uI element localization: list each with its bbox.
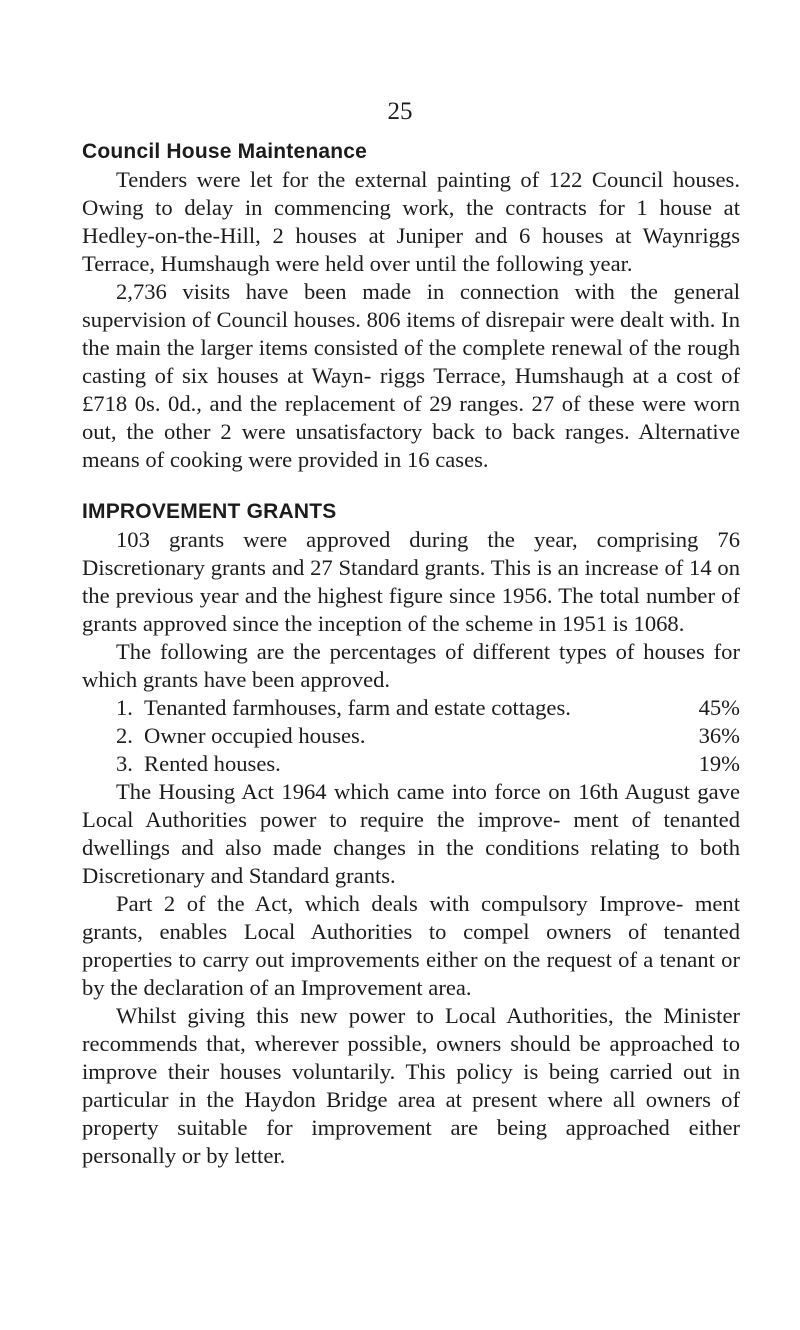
- paragraph-housing-act-1964: The Housing Act 1964 which came into force on 16th August gave Local Authorities power to require the improve- ment of tenanted dwellings and also made changes in the conditions relating to both Discretionary and Standard grants.: [82, 779, 740, 888]
- list-item-text: Rented houses.: [144, 751, 281, 776]
- house-type-percentage-list: [82, 694, 740, 778]
- page-number: 25: [387, 98, 413, 125]
- section-heading-council-house-maintenance: Council House Maintenance: [82, 140, 368, 163]
- list-item-percentage: 19%: [698, 751, 740, 776]
- list-item: [82, 722, 740, 750]
- list-item-percentage: 36%: [698, 723, 740, 748]
- list-item-text: Owner occupied houses.: [144, 723, 366, 748]
- list-item: [82, 750, 740, 778]
- paragraph-supervision-visits: 2,736 visits have been made in connection with the general supervision of Council houses. 806 items of disrepair were dealt with. In the main the larger items consisted of the complete renewal of the rough casting of six houses at Wayn- riggs Terrace, Humshaugh at a cost of £718 0s. 0d., and the replacement of 29 ranges. 27 of these were worn out, the other 2 were unsatisfactory back to back ranges. Alternative means of cooking were provided in 16 cases.: [82, 279, 740, 472]
- list-item: [82, 694, 740, 722]
- paragraph-voluntary-improvement: Whilst giving this new power to Local Authorities, the Minister recommends that, wherever possible, owners should be approached to improve their houses voluntarily. This policy is being carried out in particular in the Haydon Bridge area at present where all owners of property suitable for improvement are being approached either personally or by letter.: [82, 1003, 740, 1168]
- list-item-number: 1.: [116, 695, 133, 720]
- paragraph-percentages-intro: The following are the percentages of different types of houses for which grants have been approved.: [82, 639, 740, 692]
- list-item-text: Tenanted farmhouses, farm and estate cottages.: [144, 695, 571, 720]
- page-content: [82, 138, 740, 1170]
- list-item-percentage: 45%: [698, 695, 740, 720]
- paragraph-painting-tenders: Tenders were let for the external painting of 122 Council houses. Owing to delay in commencing work, the contracts for 1 house at Hedley-on-the-Hill, 2 houses at Juniper and 6 houses at Waynriggs Terrace, Humshaugh were held over until the following year.: [82, 167, 740, 276]
- section-heading-improvement-grants: IMPROVEMENT GRANTS: [82, 500, 337, 523]
- paragraph-compulsory-improvement: Part 2 of the Act, which deals with compulsory Improve- ment grants, enables Local Authorities to compel owners of tenanted properties to carry out improvements either on the request of a tenant or by the declaration of an Improvement area.: [82, 891, 740, 1000]
- list-item-number: 3.: [116, 751, 133, 776]
- list-item-number: 2.: [116, 723, 133, 748]
- paragraph-grants-approved: 103 grants were approved during the year, comprising 76 Discretionary grants and 27 Standard grants. This is an increase of 14 on the previous year and the highest figure since 1956. The total number of grants approved since the inception of the scheme in 1951 is 1068.: [82, 527, 740, 636]
